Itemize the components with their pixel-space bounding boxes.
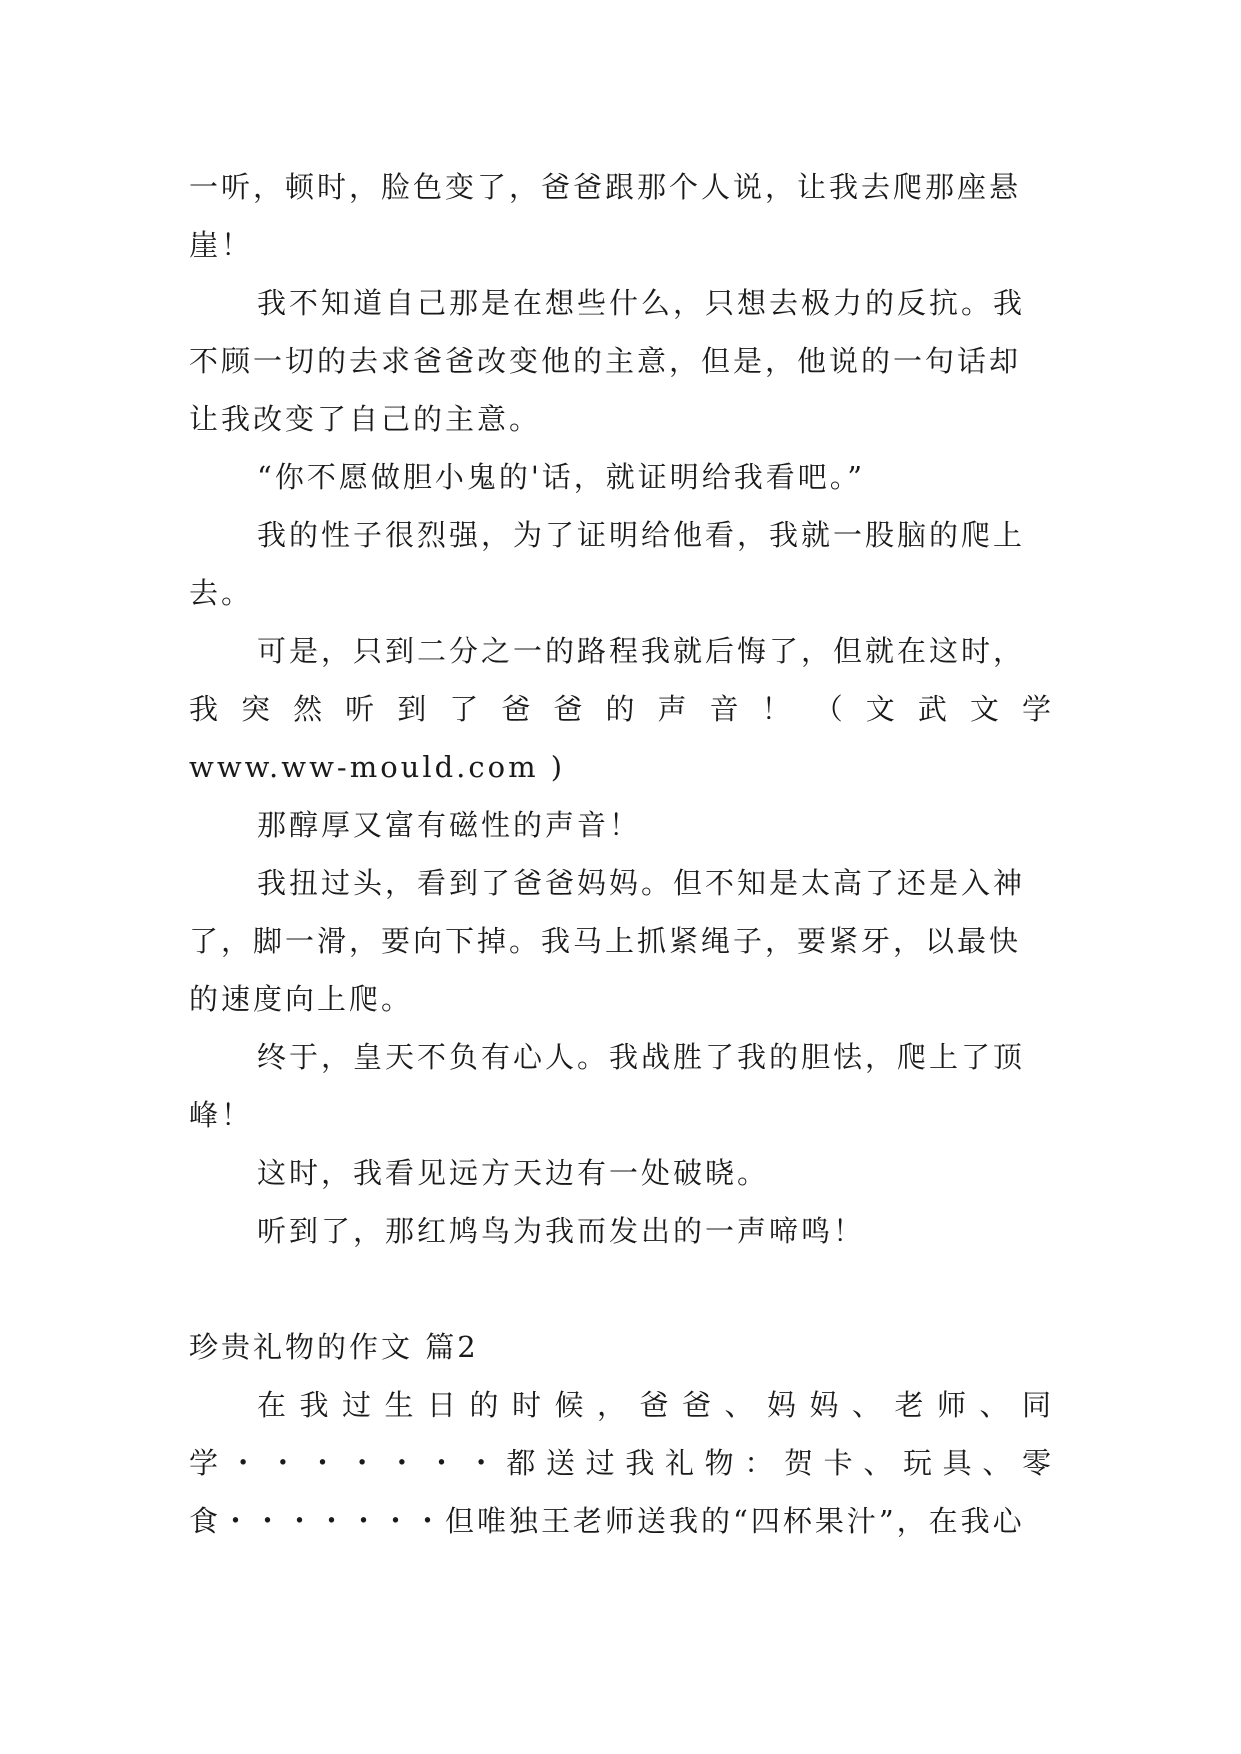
section-gap xyxy=(189,1260,1051,1318)
paragraph-line: 听到了，那红鸠鸟为我而发出的一声啼鸣！ xyxy=(257,1214,866,1248)
paragraph-line: 这时，我看见远方天边有一处破晓。 xyxy=(257,1156,770,1190)
paragraph-line: 可是，只到二分之一的路程我就后悔了，但就在这时， xyxy=(257,634,1026,668)
document-body xyxy=(189,158,1051,1550)
paragraph-line: 我扭过头，看到了爸爸妈妈。但不知是太高了还是入神 xyxy=(257,866,1026,900)
paragraph-line: 去。 xyxy=(189,576,254,610)
paragraph-line: 一听，顿时，脸色变了，爸爸跟那个人说，让我去爬那座悬 xyxy=(189,170,1022,204)
paragraph-line: 崖！ xyxy=(189,228,254,262)
paragraph-line: 我不知道自己那是在想些什么，只想去极力的反抗。我 xyxy=(257,286,1026,320)
paragraph-line: 我的性子很烈强，为了证明给他看，我就一股脑的爬上 xyxy=(257,518,1026,552)
paragraph-line: www.ww-mould.com ) xyxy=(189,750,566,784)
paragraph-line: 那醇厚又富有磁性的声音！ xyxy=(257,808,642,842)
paragraph-line: 峰！ xyxy=(189,1098,254,1132)
paragraph-line: 我 突 然 听 到 了 爸 爸 的 声 音 ！ （ 文 武 文 学 xyxy=(189,692,1051,726)
paragraph-line: “你不愿做胆小鬼的'话，就证明给我看吧。” xyxy=(257,460,866,494)
paragraph-line: 终于，皇天不负有心人。我战胜了我的胆怯，爬上了顶 xyxy=(257,1040,1026,1074)
paragraph-line: 学・・・・・・・都送过我礼物：贺卡、玩具、零 xyxy=(189,1446,1051,1480)
paragraph-line: 让我改变了自己的主意。 xyxy=(189,402,542,436)
paragraph-line: 在我过生日的时候，爸爸、妈妈、老师、同 xyxy=(257,1388,1051,1422)
paragraph-line: 的速度向上爬。 xyxy=(189,982,414,1016)
section-title: 珍贵礼物的作文 篇2 xyxy=(189,1330,479,1364)
paragraph-line: 了，脚一滑，要向下掉。我马上抓紧绳子，要紧牙，以最快 xyxy=(189,924,1022,958)
paragraph-line: 不顾一切的去求爸爸改变他的主意，但是，他说的一句话却 xyxy=(189,344,1022,378)
paragraph-line: 食・・・・・・・但唯独王老师送我的“四杯果汁”，在我心 xyxy=(189,1504,1025,1538)
